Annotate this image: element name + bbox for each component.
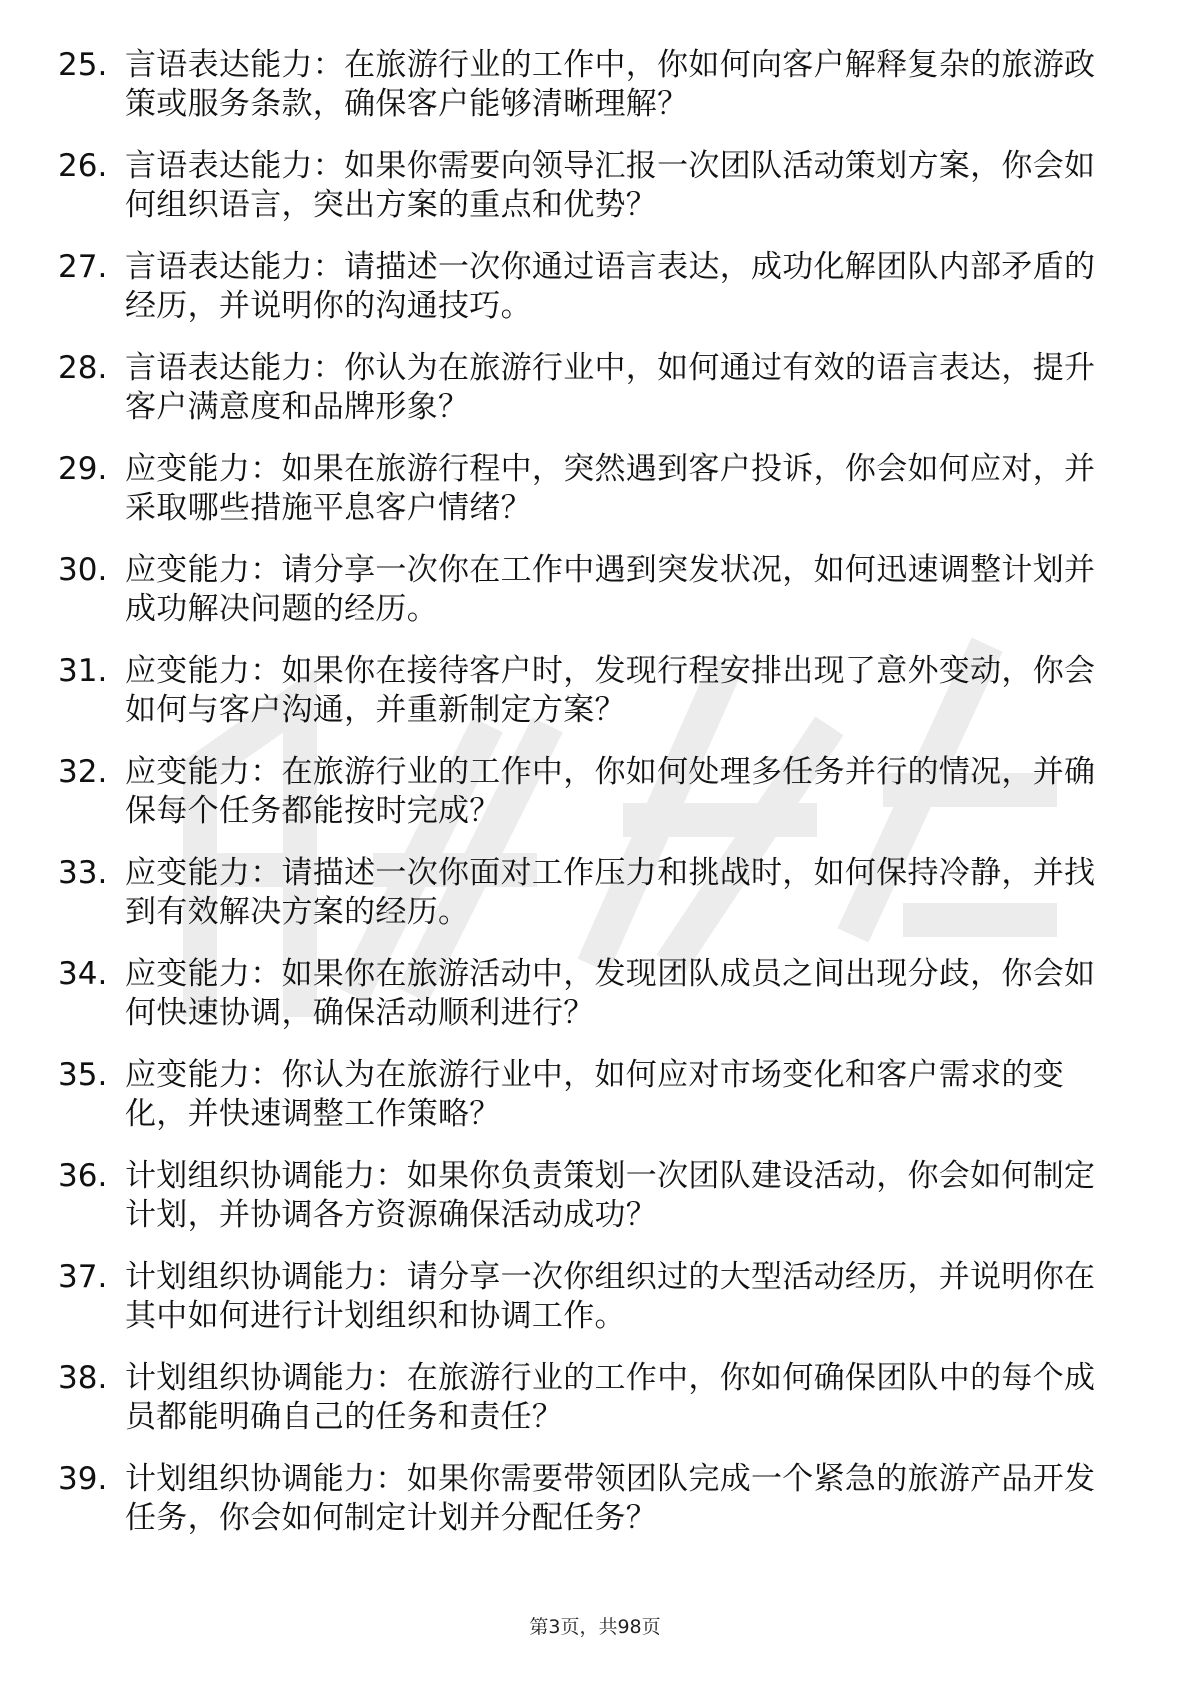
question-number: 27. (58, 249, 108, 285)
question-item (0, 652, 1190, 753)
question-item (0, 46, 1190, 147)
page-number-footer: 第3页，共98页 (529, 1616, 661, 1638)
question-text: 计划组织协调能力：请分享一次你组织过的大型活动经历，并说明你在其中如何进行计划组织和协调工作。 (125, 1259, 1096, 1334)
question-item (0, 147, 1190, 248)
question-item (0, 1056, 1190, 1157)
question-number: 32. (58, 754, 108, 790)
question-text: 应变能力：请分享一次你在工作中遇到突发状况，如何迅速调整计划并成功解决问题的经历。 (125, 552, 1096, 627)
question-number: 34. (58, 956, 108, 992)
question-number: 35. (58, 1057, 108, 1093)
question-number: 37. (58, 1259, 108, 1295)
question-text: 应变能力：如果你在接待客户时，发现行程安排出现了意外变动，你会如何与客户沟通，并重新制定方案？ (125, 653, 1096, 728)
question-number: 31. (58, 653, 108, 689)
question-number: 36. (58, 1158, 108, 1194)
question-number: 39. (58, 1461, 108, 1497)
question-number: 33. (58, 855, 108, 891)
question-item (0, 1359, 1190, 1460)
question-item (0, 1157, 1190, 1258)
question-number: 38. (58, 1360, 108, 1396)
question-number: 26. (58, 148, 108, 184)
question-text: 应变能力：在旅游行业的工作中，你如何处理多任务并行的情况，并确保每个任务都能按时完成？ (125, 754, 1096, 829)
question-item (0, 1460, 1190, 1561)
question-text: 应变能力：你认为在旅游行业中，如何应对市场变化和客户需求的变化，并快速调整工作策略？ (125, 1057, 1064, 1132)
question-number: 28. (58, 350, 108, 386)
question-text: 计划组织协调能力：在旅游行业的工作中，你如何确保团队中的每个成员都能明确自己的任务和责任？ (125, 1360, 1096, 1435)
question-text: 言语表达能力：在旅游行业的工作中，你如何向客户解释复杂的旅游政策或服务条款，确保客户能够清晰理解？ (125, 47, 1096, 122)
question-text: 言语表达能力：你认为在旅游行业中，如何通过有效的语言表达，提升客户满意度和品牌形象？ (125, 350, 1096, 425)
question-item (0, 450, 1190, 551)
question-item (0, 248, 1190, 349)
question-item (0, 1258, 1190, 1359)
question-text: 言语表达能力：如果你需要向领导汇报一次团队活动策划方案，你会如何组织语言，突出方案的重点和优势？ (125, 148, 1096, 223)
question-text: 计划组织协调能力：如果你需要带领团队完成一个紧急的旅游产品开发任务，你会如何制定计划并分配任务？ (125, 1461, 1096, 1536)
question-text: 计划组织协调能力：如果你负责策划一次团队建设活动，你会如何制定计划，并协调各方资源确保活动成功？ (125, 1158, 1096, 1233)
question-text: 言语表达能力：请描述一次你通过语言表达，成功化解团队内部矛盾的经历，并说明你的沟通技巧。 (125, 249, 1096, 324)
question-number: 30. (58, 552, 108, 588)
question-item (0, 854, 1190, 955)
question-number: 29. (58, 451, 108, 487)
question-item (0, 753, 1190, 854)
question-number: 25. (58, 47, 108, 83)
question-item (0, 349, 1190, 450)
question-text: 应变能力：请描述一次你面对工作压力和挑战时，如何保持冷静，并找到有效解决方案的经历。 (125, 855, 1096, 930)
question-text: 应变能力：如果在旅游行程中，突然遇到客户投诉，你会如何应对，并采取哪些措施平息客户情绪？ (125, 451, 1096, 526)
question-text: 应变能力：如果你在旅游活动中，发现团队成员之间出现分歧，你会如何快速协调，确保活动顺利进行？ (125, 956, 1096, 1031)
question-item (0, 955, 1190, 1056)
question-item (0, 551, 1190, 652)
question-list (0, 46, 1190, 1561)
